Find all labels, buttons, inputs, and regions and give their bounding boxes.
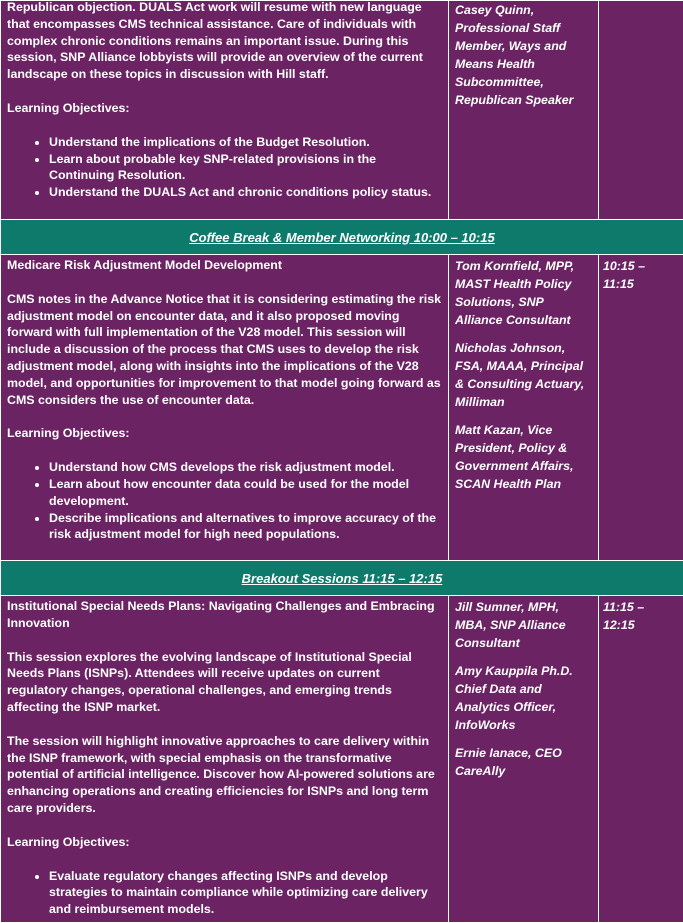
speaker: Jill Sumner, MPH, MBA, SNP Alliance Consultant bbox=[455, 598, 593, 652]
session-description-2: The session will highlight innovative approaches to care delivery within the ISNP framework, with special emphasis on the transformative potential of artificial intelligence. Discover how AI-powered solutions are enhancing operations and creating efficiencies for ISNPs and long term care providers. bbox=[7, 733, 442, 817]
objectives-list bbox=[7, 459, 442, 543]
objective-item: • Describe implications and alternatives to improve accuracy of the risk adjustment model for high need populations. bbox=[49, 510, 442, 544]
session-description: This session explores the evolving landscape of Institutional Special Needs Plans (ISNPs). Attendees will receive updates on current regulatory changes, operational challenges, and emerging trends affecting the ISNP market. bbox=[7, 649, 442, 716]
objectives-label: Learning Objectives: bbox=[7, 834, 442, 851]
breakout-row bbox=[1, 561, 683, 596]
session-description-cell bbox=[1, 596, 449, 923]
objective-item: • Evaluate regulatory changes affecting ISNPs and develop strategies to maintain compliance while optimizing care delivery and reimbursement models. bbox=[49, 868, 442, 918]
objective-item: • Understand how CMS develops the risk adjustment model. bbox=[49, 459, 442, 476]
objective-item: • Learn about probable key SNP-related provisions in the Continuing Resolution. bbox=[49, 151, 442, 185]
objectives-label: Learning Objectives: bbox=[7, 425, 442, 442]
session-row-dual-policy bbox=[1, 1, 683, 220]
speaker: Ernie Ianace, CEO CareAlly bbox=[455, 744, 593, 780]
session-title: Medicare Risk Adjustment Model Development bbox=[7, 257, 442, 274]
session-description-cell bbox=[1, 1, 449, 220]
session-description-cell bbox=[1, 255, 449, 561]
speakers-cell bbox=[449, 255, 599, 561]
speakers-cell bbox=[449, 596, 599, 923]
session-row-isnp bbox=[1, 596, 683, 923]
time-cell bbox=[599, 1, 683, 220]
session-title: Institutional Special Needs Plans: Navigating Challenges and Embracing Innovation bbox=[7, 598, 442, 632]
objective-item: • Understand the implications of the Budget Resolution. bbox=[49, 134, 442, 151]
break-row bbox=[1, 220, 683, 255]
time-cell: 10:15 – 11:15 bbox=[599, 255, 683, 561]
objectives-list bbox=[7, 868, 442, 918]
time-cell: 11:15 – 12:15 bbox=[599, 596, 683, 923]
objectives-label: Learning Objectives: bbox=[7, 100, 442, 117]
speakers-cell bbox=[449, 1, 599, 220]
speaker: Casey Quinn, Professional Staff Member, Ways and Means Health Subcommittee, Republican Speaker bbox=[455, 1, 593, 109]
objective-item: • Understand the DUALS Act and chronic conditions policy status. bbox=[49, 184, 442, 201]
coffee-break-banner: Coffee Break & Member Networking 10:00 – 10:15 bbox=[1, 220, 683, 255]
speaker: Tom Kornfield, MPP, MAST Health Policy Solutions, SNP Alliance Consultant bbox=[455, 257, 593, 329]
objectives-list bbox=[7, 134, 442, 201]
speaker: Nicholas Johnson, FSA, MAAA, Principal & Consulting Actuary, Milliman bbox=[455, 339, 593, 411]
speaker: Amy Kauppila Ph.D. Chief Data and Analytics Officer, InfoWorks bbox=[455, 662, 593, 734]
session-description: Republican objection. DUALS Act work will resume with new language that encompasses CMS technical assistance. Care of individuals with complex chronic conditions remains an important issue. During this session, SNP Alliance lobbyists will provide an overview of the current landscape on these topics in discussion with Hill staff. bbox=[7, 0, 442, 83]
breakout-banner: Breakout Sessions 11:15 – 12:15 bbox=[1, 561, 683, 596]
objective-item: • Learn about how encounter data could be used for the model development. bbox=[49, 476, 442, 510]
speaker: Matt Kazan, Vice President, Policy & Government Affairs, SCAN Health Plan bbox=[455, 421, 593, 493]
session-row-risk-adjustment bbox=[1, 255, 683, 561]
session-description: CMS notes in the Advance Notice that it is considering estimating the risk adjustment model on encounter data, and it also proposed moving forward with full implementation of the V28 model. This session will include a discussion of the process that CMS uses to develop the risk adjustment model, along with insights into the implications of the V28 model, and opportunities for improvement to that model going forward as CMS considers the use of encounter data. bbox=[7, 291, 442, 409]
